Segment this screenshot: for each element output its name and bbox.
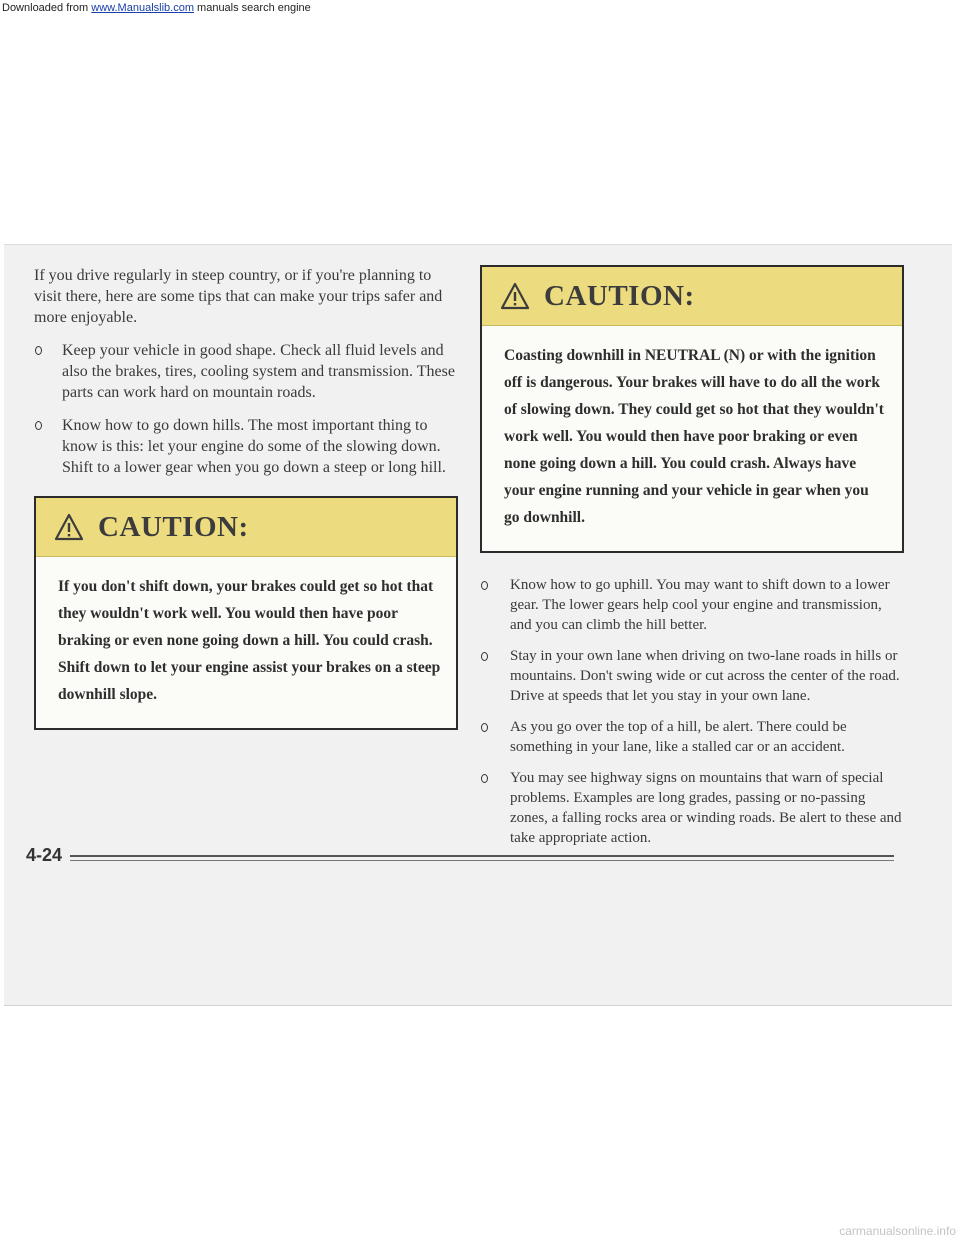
bullet-icon	[481, 581, 488, 590]
caution-title: CAUTION:	[98, 510, 249, 543]
list-item: Stay in your own lane when driving on two-lane roads in hills or mountains. Don't swing wide or cut across the center of the road. Drive at speeds that let you stay in your own lane.	[480, 646, 904, 706]
caution-box-coasting	[480, 265, 904, 553]
banner-prefix: Downloaded from	[2, 2, 92, 14]
manual-page	[4, 244, 952, 1006]
caution-text: If you don't shift down, your brakes could get so hot that they wouldn't work well. You would then have poor braking or even none going down a hill. You could crash. Shift down to let your engine assist your brakes on a steep downhill slope.	[58, 578, 441, 703]
bullet-icon	[481, 652, 488, 661]
page-footer	[26, 845, 896, 875]
warning-triangle-icon	[500, 282, 530, 310]
left-column	[34, 265, 458, 730]
caution-header	[36, 498, 456, 557]
banner-suffix: manuals search engine	[193, 2, 311, 14]
watermark-text: carmanualsonline.info	[839, 1224, 956, 1238]
bullet-icon	[481, 774, 488, 783]
caution-box-shift-down	[34, 496, 458, 730]
list-item: Know how to go down hills. The most important thing to know is this: let your engine do some of the slowing down. Shift to a lower gear when you go down a steep or long hill.	[34, 415, 458, 478]
page-number: 4-24	[26, 845, 63, 865]
intro-paragraph: If you drive regularly in steep country, or if you're planning to visit there, here are some tips that can make your trips safer and more enjoyable.	[34, 267, 443, 326]
caution-title: CAUTION:	[544, 279, 695, 312]
list-item: Know how to go uphill. You may want to shift down to a lower gear. The lower gears help cool your engine and transmission, and you can climb the hill better.	[480, 575, 904, 635]
list-item: You may see highway signs on mountains that warn of special problems. Examples are long grades, passing or no-passing zones, a falling rocks area or winding roads. Be alert to these and take appropriate action.	[480, 768, 904, 848]
bullet-icon	[481, 723, 488, 732]
left-bullet-list	[34, 340, 458, 478]
list-item: Keep your vehicle in good shape. Check all fluid levels and also the brakes, tires, cooling system and transmission. These parts can work hard on mountain roads.	[34, 340, 458, 403]
download-banner	[0, 0, 960, 16]
bullet-icon	[35, 346, 42, 355]
footer-rule-thin	[70, 860, 894, 861]
bullet-icon	[35, 421, 42, 430]
warning-triangle-icon	[54, 513, 84, 541]
footer-rule	[70, 855, 894, 857]
list-item: As you go over the top of a hill, be alert. There could be something in your lane, like a stalled car or an accident.	[480, 717, 904, 757]
right-bullet-list	[480, 575, 904, 848]
right-column	[480, 265, 904, 859]
manualslib-link[interactable]: www.Manualslib.com	[91, 2, 194, 14]
caution-text: Coasting downhill in NEUTRAL (N) or with the ignition off is dangerous. Your brakes will have to do all the work of slowing down. They could get so hot that they wouldn't work well. You would then have poor braking or even none going down a hill. You could crash. Always have your engine running and your vehicle in gear when you go downhill.	[504, 347, 884, 526]
caution-header	[482, 267, 902, 326]
